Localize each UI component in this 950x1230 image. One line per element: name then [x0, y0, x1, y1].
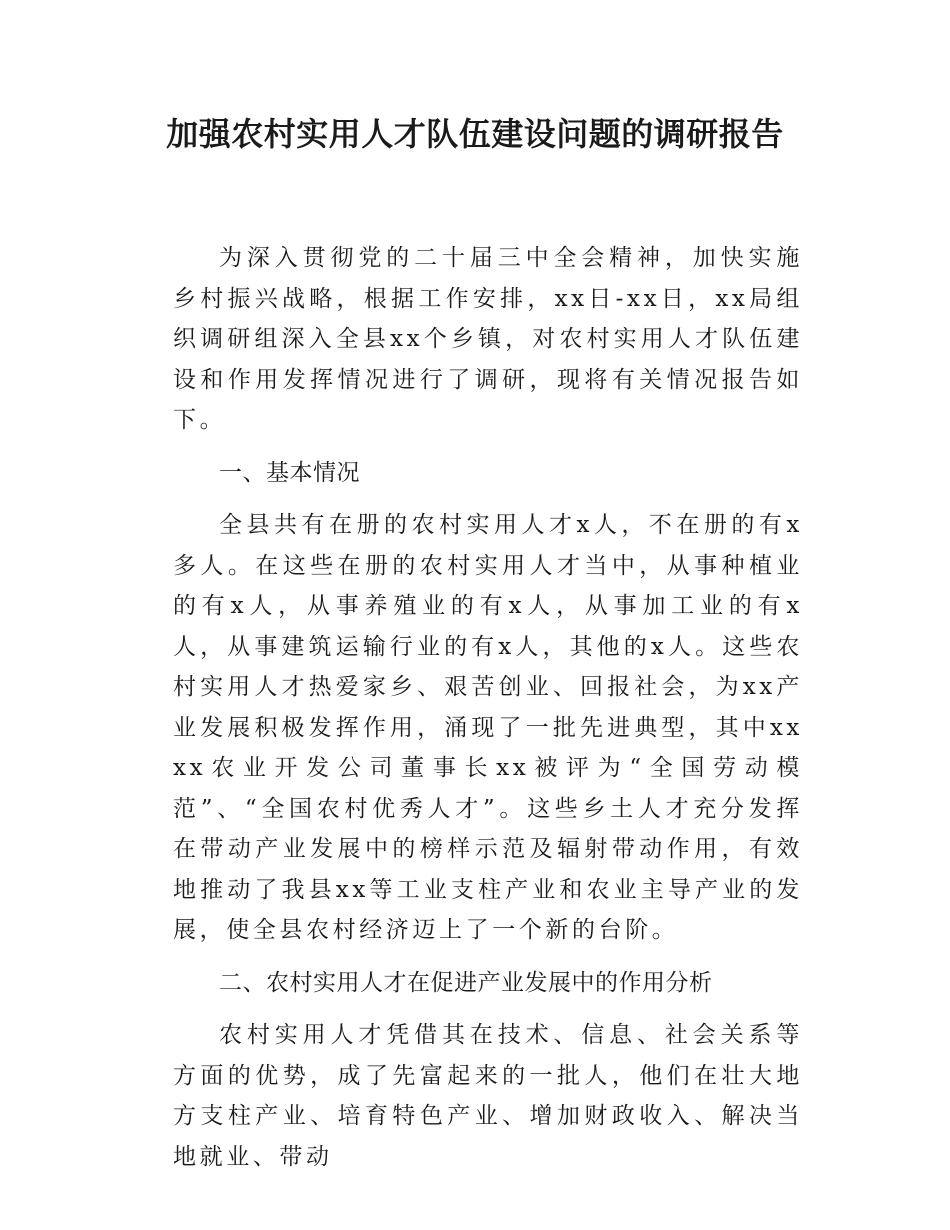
- document-body: [173, 238, 803, 1177]
- section-heading-basic: 一、基本情况: [219, 459, 360, 486]
- section-heading-analysis: 二、农村实用人才在促进产业发展中的作用分析: [219, 969, 713, 996]
- document-title: 加强农村实用人才队伍建设问题的调研报告: [166, 115, 784, 153]
- section-paragraph-analysis: 农村实用人才凭借其在技术、信息、社会关系等方面的优势，成了先富起来的一批人，他们在壮大地方支柱产业、培育特色产业、增加财政收入、解决当地就业、带动: [173, 1022, 803, 1170]
- section-paragraph-basic: 全县共有在册的农村实用人才x人，不在册的有x多人。在这些在册的农村实用人才当中，从事种植业的有x人，从事养殖业的有x人，从事加工业的有x人，从事建筑运输行业的有x人，其他的x人。这些农村实用人才热爱家乡、艰苦创业、回报社会，为xx产业发展积极发挥作用，涌现了一批先进典型，其中xxxx农业开发公司董事长xx被评为“全国劳动模范”、“全国农村优秀人才”。这些乡土人才充分发挥在带动产业发展中的榜样示范及辐射带动作用，有效地推动了我县xx等工业支柱产业和农业主导产业的发展，使全县农村经济迈上了一个新的台阶。: [173, 512, 803, 943]
- intro-paragraph: 为深入贯彻党的二十届三中全会精神，加快实施乡村振兴战略，根据工作安排，xx日-xx日，xx局组织调研组深入全县xx个乡镇，对农村实用人才队伍建设和作用发挥情况进行了调研，现将有关情况报告如下。: [173, 245, 803, 433]
